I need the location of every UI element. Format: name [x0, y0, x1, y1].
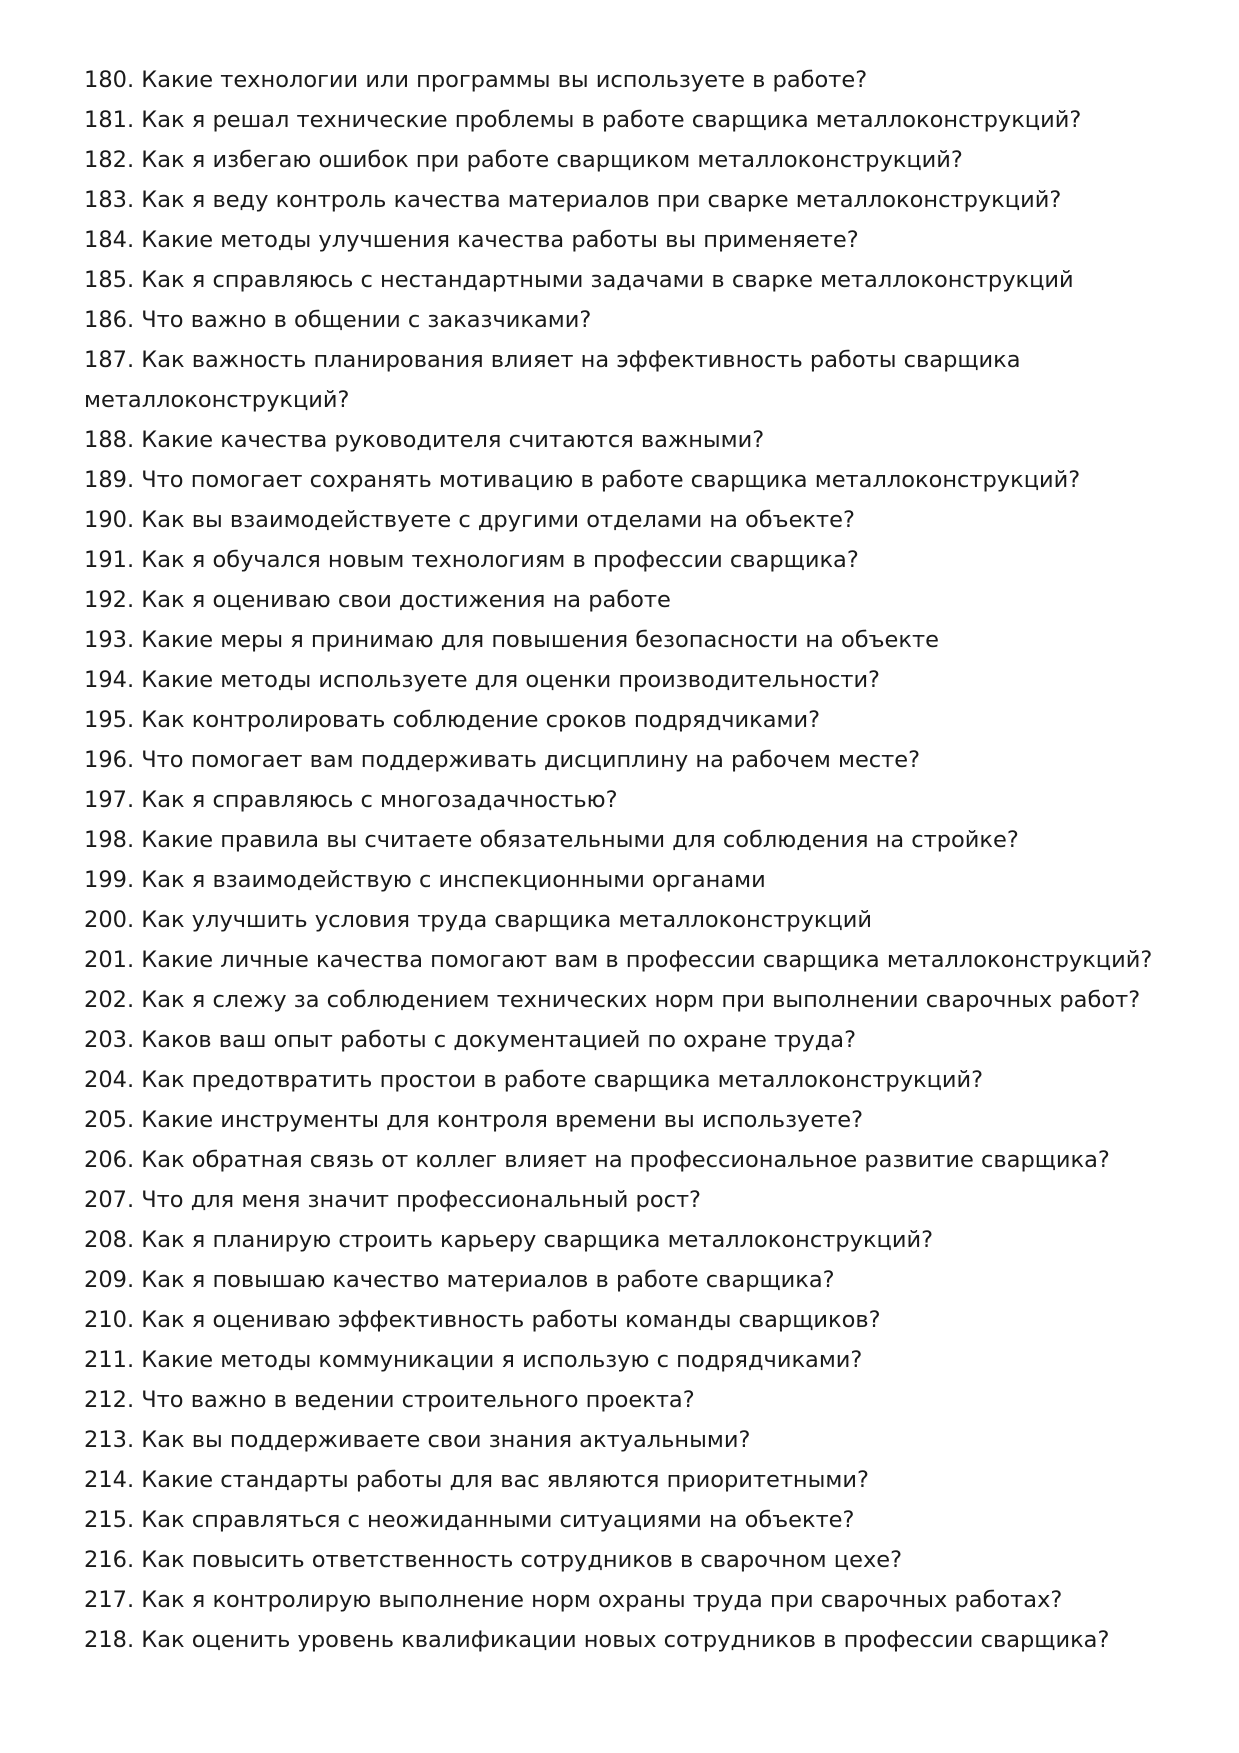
list-item: 184. Какие методы улучшения качества работы вы применяете?: [84, 227, 859, 253]
list-item: 206. Как обратная связь от коллег влияет на профессиональное развитие сварщика?: [84, 1147, 1110, 1173]
list-item: 192. Как я оцениваю свои достижения на работе: [84, 587, 671, 613]
list-item: 191. Как я обучался новым технологиям в профессии сварщика?: [84, 547, 859, 573]
list-item: 200. Как улучшить условия труда сварщика металлоконструкций: [84, 907, 872, 933]
list-item: 217. Как я контролирую выполнение норм охраны труда при сварочных работах?: [84, 1587, 1063, 1613]
list-item: 208. Как я планирую строить карьеру сварщика металлоконструкций?: [84, 1227, 934, 1253]
list-item: 180. Какие технологии или программы вы используете в работе?: [84, 67, 868, 93]
list-item: 189. Что помогает сохранять мотивацию в работе сварщика металлоконструкций?: [84, 467, 1081, 493]
list-item: 199. Как я взаимодействую с инспекционными органами: [84, 867, 766, 893]
list-item: 203. Каков ваш опыт работы с документацией по охране труда?: [84, 1027, 857, 1053]
list-item: 209. Как я повышаю качество материалов в работе сварщика?: [84, 1267, 835, 1293]
list-item: 214. Какие стандарты работы для вас являются приоритетными?: [84, 1467, 869, 1493]
list-item: 187. Как важность планирования влияет на эффективность работы сварщика металлоконструкций?: [84, 347, 1021, 413]
list-item: 198. Какие правила вы считаете обязательными для соблюдения на стройке?: [84, 827, 1019, 853]
list-item: 211. Какие методы коммуникации я использую с подрядчиками?: [84, 1347, 863, 1373]
list-item: 186. Что важно в общении с заказчиками?: [84, 307, 592, 333]
list-item: 210. Как я оцениваю эффективность работы команды сварщиков?: [84, 1307, 881, 1333]
list-item: 188. Какие качества руководителя считаются важными?: [84, 427, 765, 453]
list-item: 212. Что важно в ведении строительного проекта?: [84, 1387, 695, 1413]
list-item: 190. Как вы взаимодействуете с другими отделами на объекте?: [84, 507, 855, 533]
list-item: 193. Какие меры я принимаю для повышения безопасности на объекте: [84, 627, 939, 653]
list-item: 213. Как вы поддерживаете свои знания актуальными?: [84, 1427, 751, 1453]
list-item: 181. Как я решал технические проблемы в работе сварщика металлоконструкций?: [84, 107, 1082, 133]
list-item: 183. Как я веду контроль качества материалов при сварке металлоконструкций?: [84, 187, 1062, 213]
list-item: 197. Как я справляюсь с многозадачностью?: [84, 787, 618, 813]
list-item: 202. Как я слежу за соблюдением технических норм при выполнении сварочных работ?: [84, 987, 1141, 1013]
list-item: 204. Как предотвратить простои в работе сварщика металлоконструкций?: [84, 1067, 984, 1093]
list-item: 194. Какие методы используете для оценки производительности?: [84, 667, 881, 693]
list-item: 205. Какие инструменты для контроля времени вы используете?: [84, 1107, 864, 1133]
list-item: 196. Что помогает вам поддерживать дисциплину на рабочем месте?: [84, 747, 921, 773]
list-item: 218. Как оценить уровень квалификации новых сотрудников в профессии сварщика?: [84, 1627, 1110, 1653]
list-item: 207. Что для меня значит профессиональный рост?: [84, 1187, 702, 1213]
list-item: 182. Как я избегаю ошибок при работе сварщиком металлоконструкций?: [84, 147, 963, 173]
list-item: 216. Как повысить ответственность сотрудников в сварочном цехе?: [84, 1547, 903, 1573]
list-item: 215. Как справляться с неожиданными ситуациями на объекте?: [84, 1507, 855, 1533]
list-item: 195. Как контролировать соблюдение сроков подрядчиками?: [84, 707, 821, 733]
list-item: 201. Какие личные качества помогают вам в профессии сварщика металлоконструкций?: [84, 947, 1153, 973]
list-item: 185. Как я справляюсь с нестандартными задачами в сварке металлоконструкций: [84, 267, 1074, 293]
question-list: [84, 60, 1164, 1660]
